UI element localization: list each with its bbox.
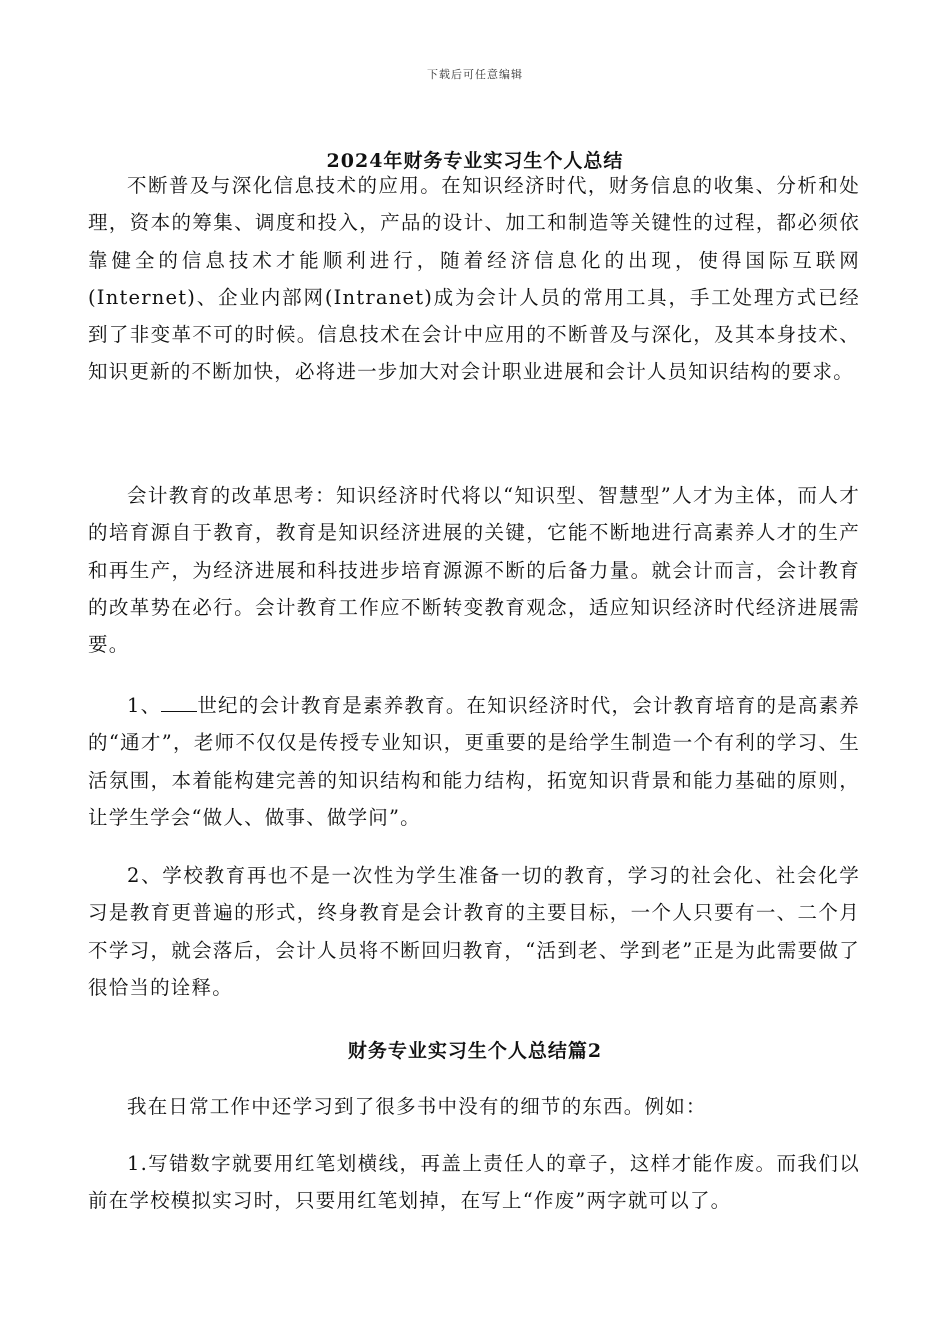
paragraph-2: 会计教育的改革思考：知识经济时代将以“知识型、智慧型”人才为主体，而人才的培育源自于教育，教育是知识经济进展的关键，它能不断地进行高素养人才的生产和再生产，为经济进展和科技进步培育源源不断的后备力量。就会计而言，会计教育的改革势在必行。会计教育工作应不断转变教育观念，适应知识经济时代经济进展需要。 [88,484,860,657]
paragraph-1: 不断普及与深化信息技术的应用。在知识经济时代，财务信息的收集、分析和处理，资本的筹集、调度和投入，产品的设计、加工和制造等关键性的过程，都必须依靠健全的信息技术才能顺利进行，随着经济信息化的出现，使得国际互联网(Internet)、企业内部网(Intranet)成为会计人员的常用工具，手工处理方式已经到了非变革不可的时候。信息技术在会计中应用的不断普及与深化，及其本身技术、知识更新的不断加快，必将进一步加大对会计职业进展和会计人员知识结构的要求。 [88,174,860,384]
section-2-paragraph-2: 1.写错数字就要用红笔划横线，再盖上责任人的章子，这样才能作废。而我们以前在学校模拟实习时，只要用红笔划掉，在写上“作废”两字就可以了。 [88,1152,860,1213]
header-note: 下载后可任意编辑 [427,68,523,81]
document-title: 2024年财务专业实习生个人总结 [326,150,624,172]
section-2-title: 财务专业实习生个人总结篇2 [347,1040,603,1062]
section-2-paragraph-1: 我在日常工作中还学习到了很多书中没有的细节的东西。例如： [127,1095,707,1118]
paragraph-3-prefix: 1、 [127,694,162,717]
paragraph-3 [88,687,860,836]
paragraph-3-text: 世纪的会计教育是素养教育。在知识经济时代，会计教育培育的是高素养的“通才”，老师不仅仅是传授专业知识，更重要的是给学生制造一个有利的学习、生活氛围，本着能构建完善的知识结构和能力结构，拓宽知识背景和能力基础的原则，让学生学会“做人、做事、做学问”。 [88,694,860,829]
paragraph-4: 2、学校教育再也不是一次性为学生准备一切的教育，学习的社会化、社会化学习是教育更普遍的形式，终身教育是会计教育的主要目标，一个人只要有一、二个月不学习，就会落后，会计人员将不断回归教育，“活到老、学到老”正是为此需要做了很恰当的诠释。 [88,864,860,999]
fill-in-blank [161,693,197,712]
